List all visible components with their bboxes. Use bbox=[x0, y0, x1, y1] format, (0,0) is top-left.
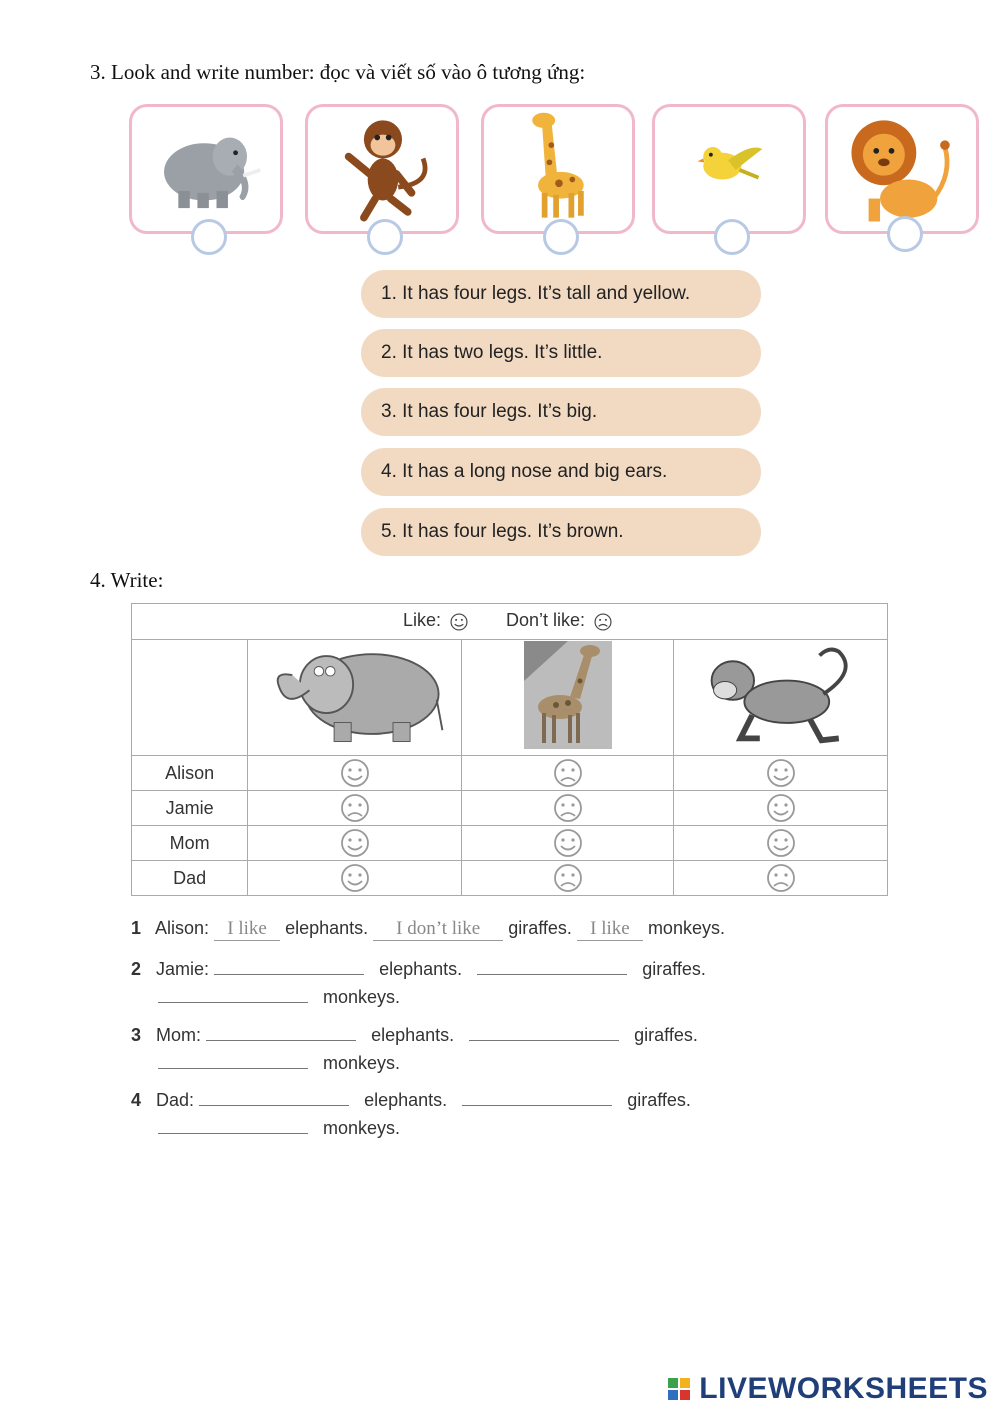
happy-face-icon bbox=[763, 828, 799, 858]
monkey-icon bbox=[693, 642, 869, 748]
like-cell bbox=[248, 826, 462, 861]
table-row-mom bbox=[132, 826, 888, 861]
table-row-jamie bbox=[132, 791, 888, 826]
lion-icon bbox=[828, 107, 976, 231]
answer-4a[interactable] bbox=[199, 1087, 349, 1106]
like-cell bbox=[248, 756, 462, 791]
like-cell bbox=[674, 791, 888, 826]
exercise-4-heading: 4. Write: bbox=[90, 568, 164, 592]
answer-3c[interactable] bbox=[158, 1050, 308, 1069]
sentence-2: 2 Jamie: elephants. giraffes. bbox=[131, 956, 706, 980]
card-giraffe bbox=[481, 104, 635, 234]
giraffe-icon bbox=[524, 641, 612, 749]
answer-2c[interactable] bbox=[158, 984, 308, 1003]
table-row-dad bbox=[132, 861, 888, 896]
answer-circle-giraffe[interactable] bbox=[543, 219, 579, 255]
answer-4b[interactable] bbox=[462, 1087, 612, 1106]
logo-mark-icon bbox=[668, 1378, 690, 1400]
giraffe-image-cell bbox=[461, 640, 674, 756]
clue-2: 2. It has two legs. It’s little. bbox=[361, 329, 761, 377]
table-row-alison bbox=[132, 756, 888, 791]
answer-circle-monkey[interactable] bbox=[367, 219, 403, 255]
answer-1c[interactable]: I like bbox=[577, 918, 643, 941]
happy-face-icon bbox=[337, 758, 373, 788]
happy-face-icon bbox=[763, 758, 799, 788]
sentence-4: 4 Dad: elephants. giraffes. bbox=[131, 1087, 691, 1111]
sad-face-icon bbox=[337, 793, 373, 823]
row-name: Mom bbox=[132, 826, 248, 861]
dont-like-cell bbox=[461, 791, 674, 826]
clue-3: 3. It has four legs. It’s big. bbox=[361, 388, 761, 436]
like-table bbox=[131, 603, 888, 896]
elephant-icon bbox=[260, 642, 450, 748]
dont-like-cell bbox=[461, 861, 674, 896]
monkey-image-cell bbox=[674, 640, 888, 756]
happy-face-icon bbox=[337, 828, 373, 858]
sad-face-icon bbox=[550, 793, 586, 823]
sad-face-icon bbox=[550, 863, 586, 893]
sad-face-icon bbox=[590, 611, 616, 633]
happy-face-icon bbox=[446, 611, 472, 633]
legend-dont-like-label: Don’t like: bbox=[506, 610, 586, 631]
happy-face-icon bbox=[763, 793, 799, 823]
exercise-3-heading: 3. Look and write number: đọc và viết số vào ô tương ứng: bbox=[90, 60, 586, 84]
clue-1: 1. It has four legs. It’s tall and yellow. bbox=[361, 270, 761, 318]
sentence-2-cont: monkeys. bbox=[158, 984, 400, 1008]
like-cell bbox=[461, 826, 674, 861]
answer-circle-bird[interactable] bbox=[714, 219, 750, 255]
elephant-image-cell bbox=[248, 640, 462, 756]
happy-face-icon bbox=[337, 863, 373, 893]
giraffe-icon bbox=[484, 107, 632, 231]
happy-face-icon bbox=[550, 828, 586, 858]
legend-row bbox=[132, 604, 888, 640]
sad-face-icon bbox=[763, 863, 799, 893]
answer-2a[interactable] bbox=[214, 956, 364, 975]
card-elephant bbox=[129, 104, 283, 234]
card-monkey bbox=[305, 104, 459, 234]
dont-like-cell bbox=[674, 861, 888, 896]
legend-like-label: Like: bbox=[402, 610, 441, 631]
dont-like-cell bbox=[248, 791, 462, 826]
bird-icon bbox=[655, 107, 803, 231]
sentence-4-cont: monkeys. bbox=[158, 1115, 400, 1139]
elephant-icon bbox=[132, 107, 280, 231]
sentence-3: 3 Mom: elephants. giraffes. bbox=[131, 1022, 698, 1046]
sentence-1: 1 Alison: I like elephants. I don’t like giraffes. I like monkeys. bbox=[131, 918, 725, 939]
row-name: Alison bbox=[132, 756, 248, 791]
answer-1a[interactable]: I like bbox=[214, 918, 280, 941]
clue-4: 4. It has a long nose and big ears. bbox=[361, 448, 761, 496]
like-cell bbox=[674, 826, 888, 861]
like-cell bbox=[248, 861, 462, 896]
like-cell bbox=[674, 756, 888, 791]
answer-4c[interactable] bbox=[158, 1115, 308, 1134]
row-name: Dad bbox=[132, 861, 248, 896]
clue-5: 5. It has four legs. It’s brown. bbox=[361, 508, 761, 556]
answer-2b[interactable] bbox=[477, 956, 627, 975]
answer-circle-lion[interactable] bbox=[887, 216, 923, 252]
card-lion bbox=[825, 104, 979, 234]
monkey-icon bbox=[308, 107, 456, 231]
row-name: Jamie bbox=[132, 791, 248, 826]
answer-1b[interactable]: I don’t like bbox=[373, 918, 503, 941]
liveworksheets-logo: LIVEWORKSHEETS bbox=[668, 1372, 988, 1406]
sad-face-icon bbox=[550, 758, 586, 788]
answer-circle-elephant[interactable] bbox=[191, 219, 227, 255]
answer-3b[interactable] bbox=[469, 1022, 619, 1041]
sentence-3-cont: monkeys. bbox=[158, 1050, 400, 1074]
card-bird bbox=[652, 104, 806, 234]
answer-3a[interactable] bbox=[206, 1022, 356, 1041]
dont-like-cell bbox=[461, 756, 674, 791]
